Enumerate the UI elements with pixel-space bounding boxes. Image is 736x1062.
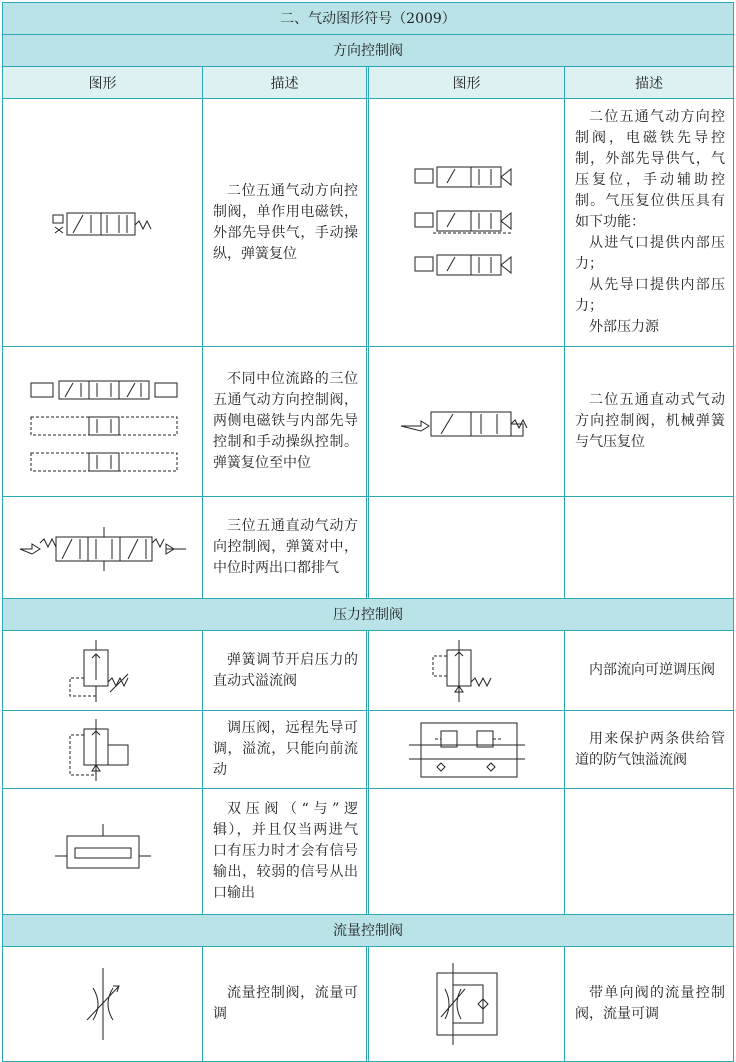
table-header [3,67,733,99]
table-title: 二、气动图形符号（2009） [3,3,733,35]
description-text: 不同中位流路的三位五通气动方向控制阀，两侧电磁铁与内部先导控制和手动操纵控制。弹簧复位至中位 [213,371,358,471]
description-cell [565,99,733,346]
relief-valve-symbol [58,636,148,706]
symbol-cell [3,631,203,710]
description-text: 二位五通直动式气动方向控制阀，机械弹簧与气压复位 [575,392,725,450]
table-row [3,497,733,599]
header-description-2: 描述 [635,75,663,92]
description-text: 调压阀，远程先导可调，溢流，只能向前流动 [213,720,358,778]
flow-control-check-valve-symbol [427,959,507,1049]
table-row [3,347,733,497]
symbol-cell [3,99,203,346]
symbol-cell [369,347,565,496]
valve-3-5-spring-centered-symbol [18,523,188,573]
description-cell [203,347,369,496]
description-text: 内部流向可逆调压阀 [589,662,715,678]
symbol-cell [369,711,565,788]
valve-2-5-direct-symbol [397,402,537,442]
header-symbol-2: 图形 [369,67,565,98]
description-cell [203,711,369,788]
description-cell [203,99,369,346]
symbol-cell [3,789,203,914]
description-text: 二位五通气动方向控制阀，单作用电磁铁，外部先导供气，手动操纵，弹簧复位 [213,182,358,262]
valve-2-5-solenoid-symbol [43,203,163,243]
description-line: 从先导口提供内部压力； [575,277,725,314]
description-text: 用来保护两条供给管道的防气蚀溢流阀 [575,730,725,768]
valve-3-5-solenoid-symbols [23,367,183,477]
symbol-cell [3,711,203,788]
description-cell-empty [565,497,733,598]
description-cell [565,347,733,496]
description-text: 双压阀（“与”逻辑），并且仅当两进气口有压力时才会有信号输出，较弱的信号从出口输出 [213,801,358,901]
description-cell [203,631,369,710]
description-text [565,107,733,338]
symbol-cell [3,497,203,598]
header-description: 描述 [203,67,369,98]
symbol-cell-empty [369,497,565,598]
dual-pressure-valve-symbol [53,822,153,882]
symbol-cell [3,347,203,496]
table-row [3,99,733,347]
description-line: 从进气口提供内部压力； [575,235,725,272]
description-cell [203,947,369,1061]
description-text: 弹簧调节开启压力的直动式溢流阀 [213,651,358,689]
description-text: 带单向阀的流量控制阀，流量可调 [575,985,725,1022]
symbol-table [2,2,734,1062]
description-cell [565,947,733,1061]
description-cell-empty [565,789,733,914]
description-cell [203,497,369,598]
valve-2-5-pilot-symbols [407,153,527,293]
description-cell [565,711,733,788]
symbol-cell [369,947,565,1061]
section-flow: 流量控制阀 [3,915,733,947]
reversible-regulator-symbol [417,636,517,706]
description-line: 二位五通气动方向控制阀，电磁铁先导控制，外部先导供气，气压复位，手动辅助控制。气压复位供压具有如下功能： [575,109,725,230]
description-cell [203,789,369,914]
symbol-cell-empty [369,789,565,914]
description-text: 流量控制阀，流量可调 [213,985,358,1022]
section-direction: 方向控制阀 [3,35,733,67]
symbol-cell [369,99,565,346]
description-line: 外部压力源 [589,319,659,335]
table-row [3,711,733,789]
section-pressure: 压力控制阀 [3,599,733,631]
header-symbol: 图形 [3,67,203,98]
description-cell [565,631,733,710]
flow-control-valve-symbol [73,964,133,1044]
description-text: 三位五通直动气动方向控制阀，弹簧对中，中位时两出口都排气 [213,518,358,576]
table-row [3,631,733,711]
symbol-cell [369,631,565,710]
symbol-cell [3,947,203,1061]
table-row [3,947,733,1061]
anti-cavitation-valve-symbol [407,715,527,785]
pilot-regulator-symbol [58,715,148,785]
table-row [3,789,733,915]
